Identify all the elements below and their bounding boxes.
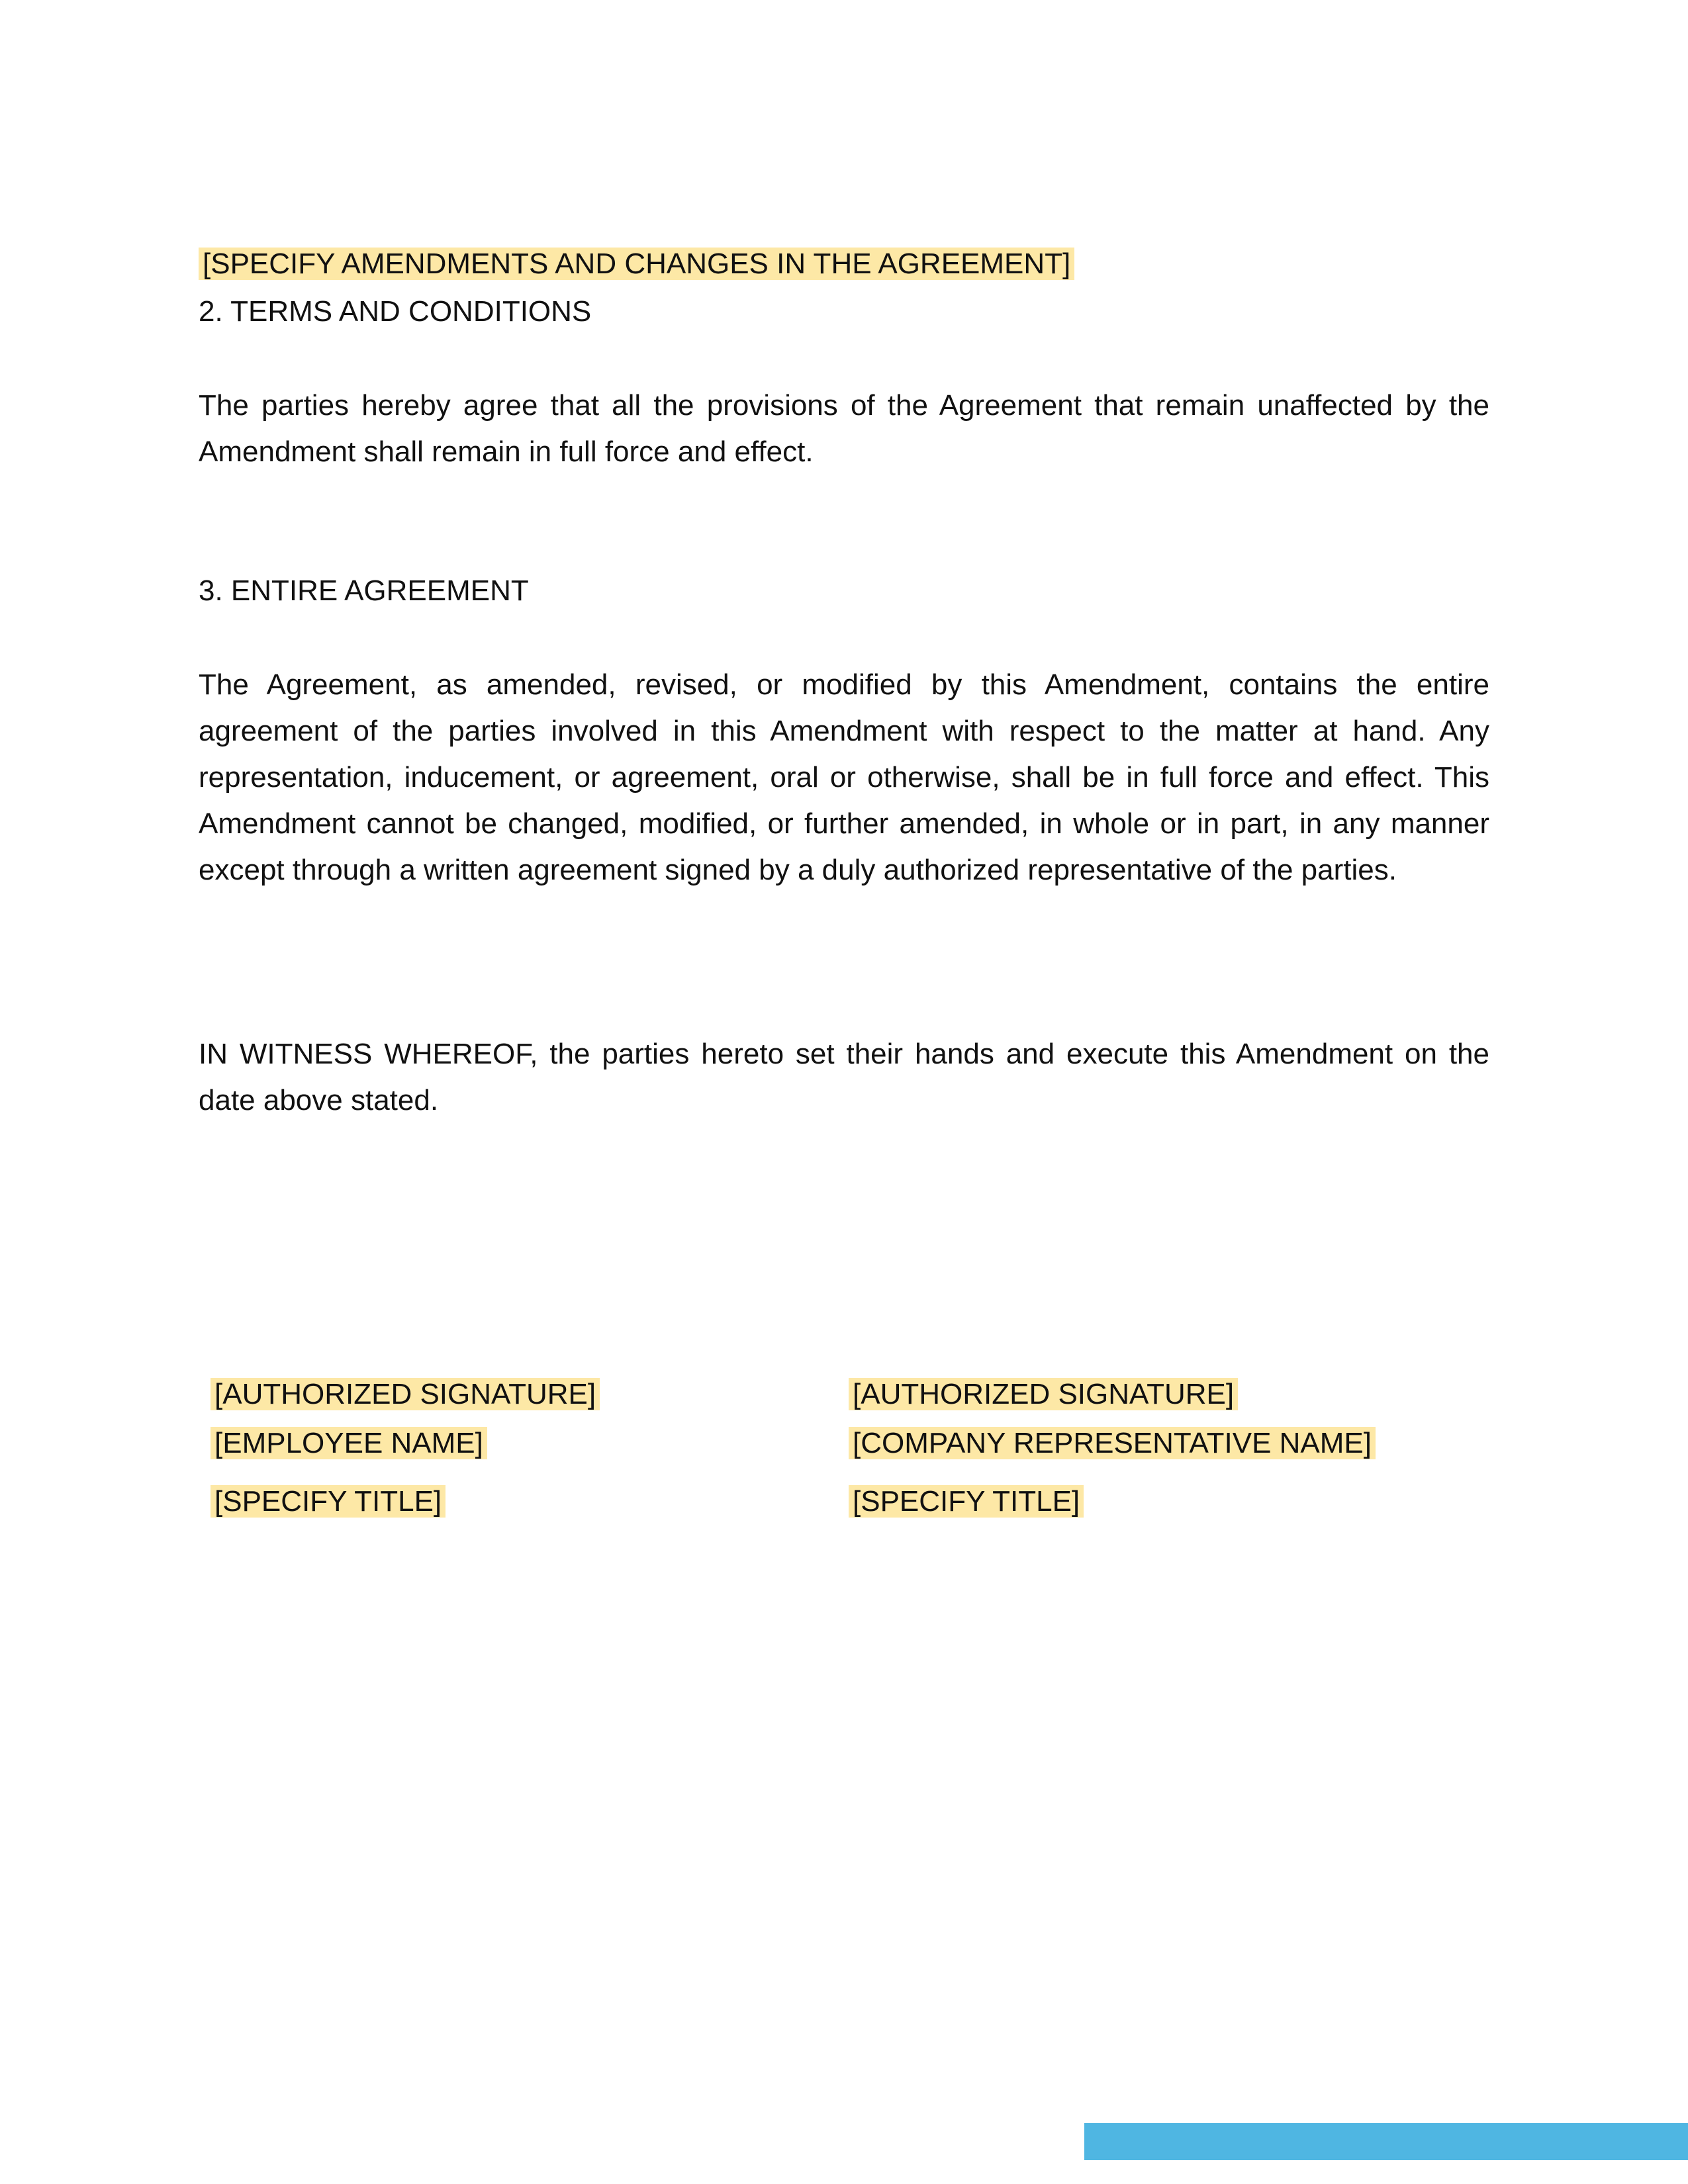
amendment-placeholder[interactable]: [SPECIFY AMENDMENTS AND CHANGES IN THE AGREEMENT] xyxy=(199,248,1074,280)
right-title-placeholder[interactable]: [SPECIFY TITLE] xyxy=(849,1485,1084,1518)
section3-heading: 3. ENTIRE AGREEMENT xyxy=(199,574,529,607)
right-name-line xyxy=(849,1420,1376,1467)
witness-clause: IN WITNESS WHEREOF, the parties hereto set their hands and execute this Amendment on the date above stated. xyxy=(199,1038,1489,1116)
employee-name-placeholder[interactable]: [EMPLOYEE NAME] xyxy=(211,1427,487,1459)
left-title-placeholder[interactable]: [SPECIFY TITLE] xyxy=(211,1485,445,1518)
left-title-line xyxy=(211,1479,445,1525)
right-title-line xyxy=(849,1479,1084,1525)
section3-body: The Agreement, as amended, revised, or modified by this Amendment, contains the entire agreement of the parties involved in this Amendment with respect to the matter at hand. Any representation, inducement, or agreement, oral or otherwise, shall be in full force and effect. This Amendment cannot be changed, modified, or further amended, in whole or in part, in any manner except through a written agreement signed by a duly authorized representative of the parties. xyxy=(199,668,1489,886)
section2-body: The parties hereby agree that all the provisions of the Agreement that remain unaffected by the Amendment shall remain in full force and effect. xyxy=(199,389,1489,468)
company-representative-name-placeholder[interactable]: [COMPANY REPRESENTATIVE NAME] xyxy=(849,1427,1376,1459)
right-signature-line xyxy=(849,1371,1238,1418)
section2-heading: 2. TERMS AND CONDITIONS xyxy=(199,295,592,328)
left-name-line xyxy=(211,1420,487,1467)
amendment-placeholder-line xyxy=(199,241,1074,287)
footer-accent-bar xyxy=(1084,2123,1688,2160)
left-authorized-signature[interactable]: [AUTHORIZED SIGNATURE] xyxy=(211,1378,600,1410)
left-signature-line xyxy=(211,1371,600,1418)
right-authorized-signature[interactable]: [AUTHORIZED SIGNATURE] xyxy=(849,1378,1238,1410)
